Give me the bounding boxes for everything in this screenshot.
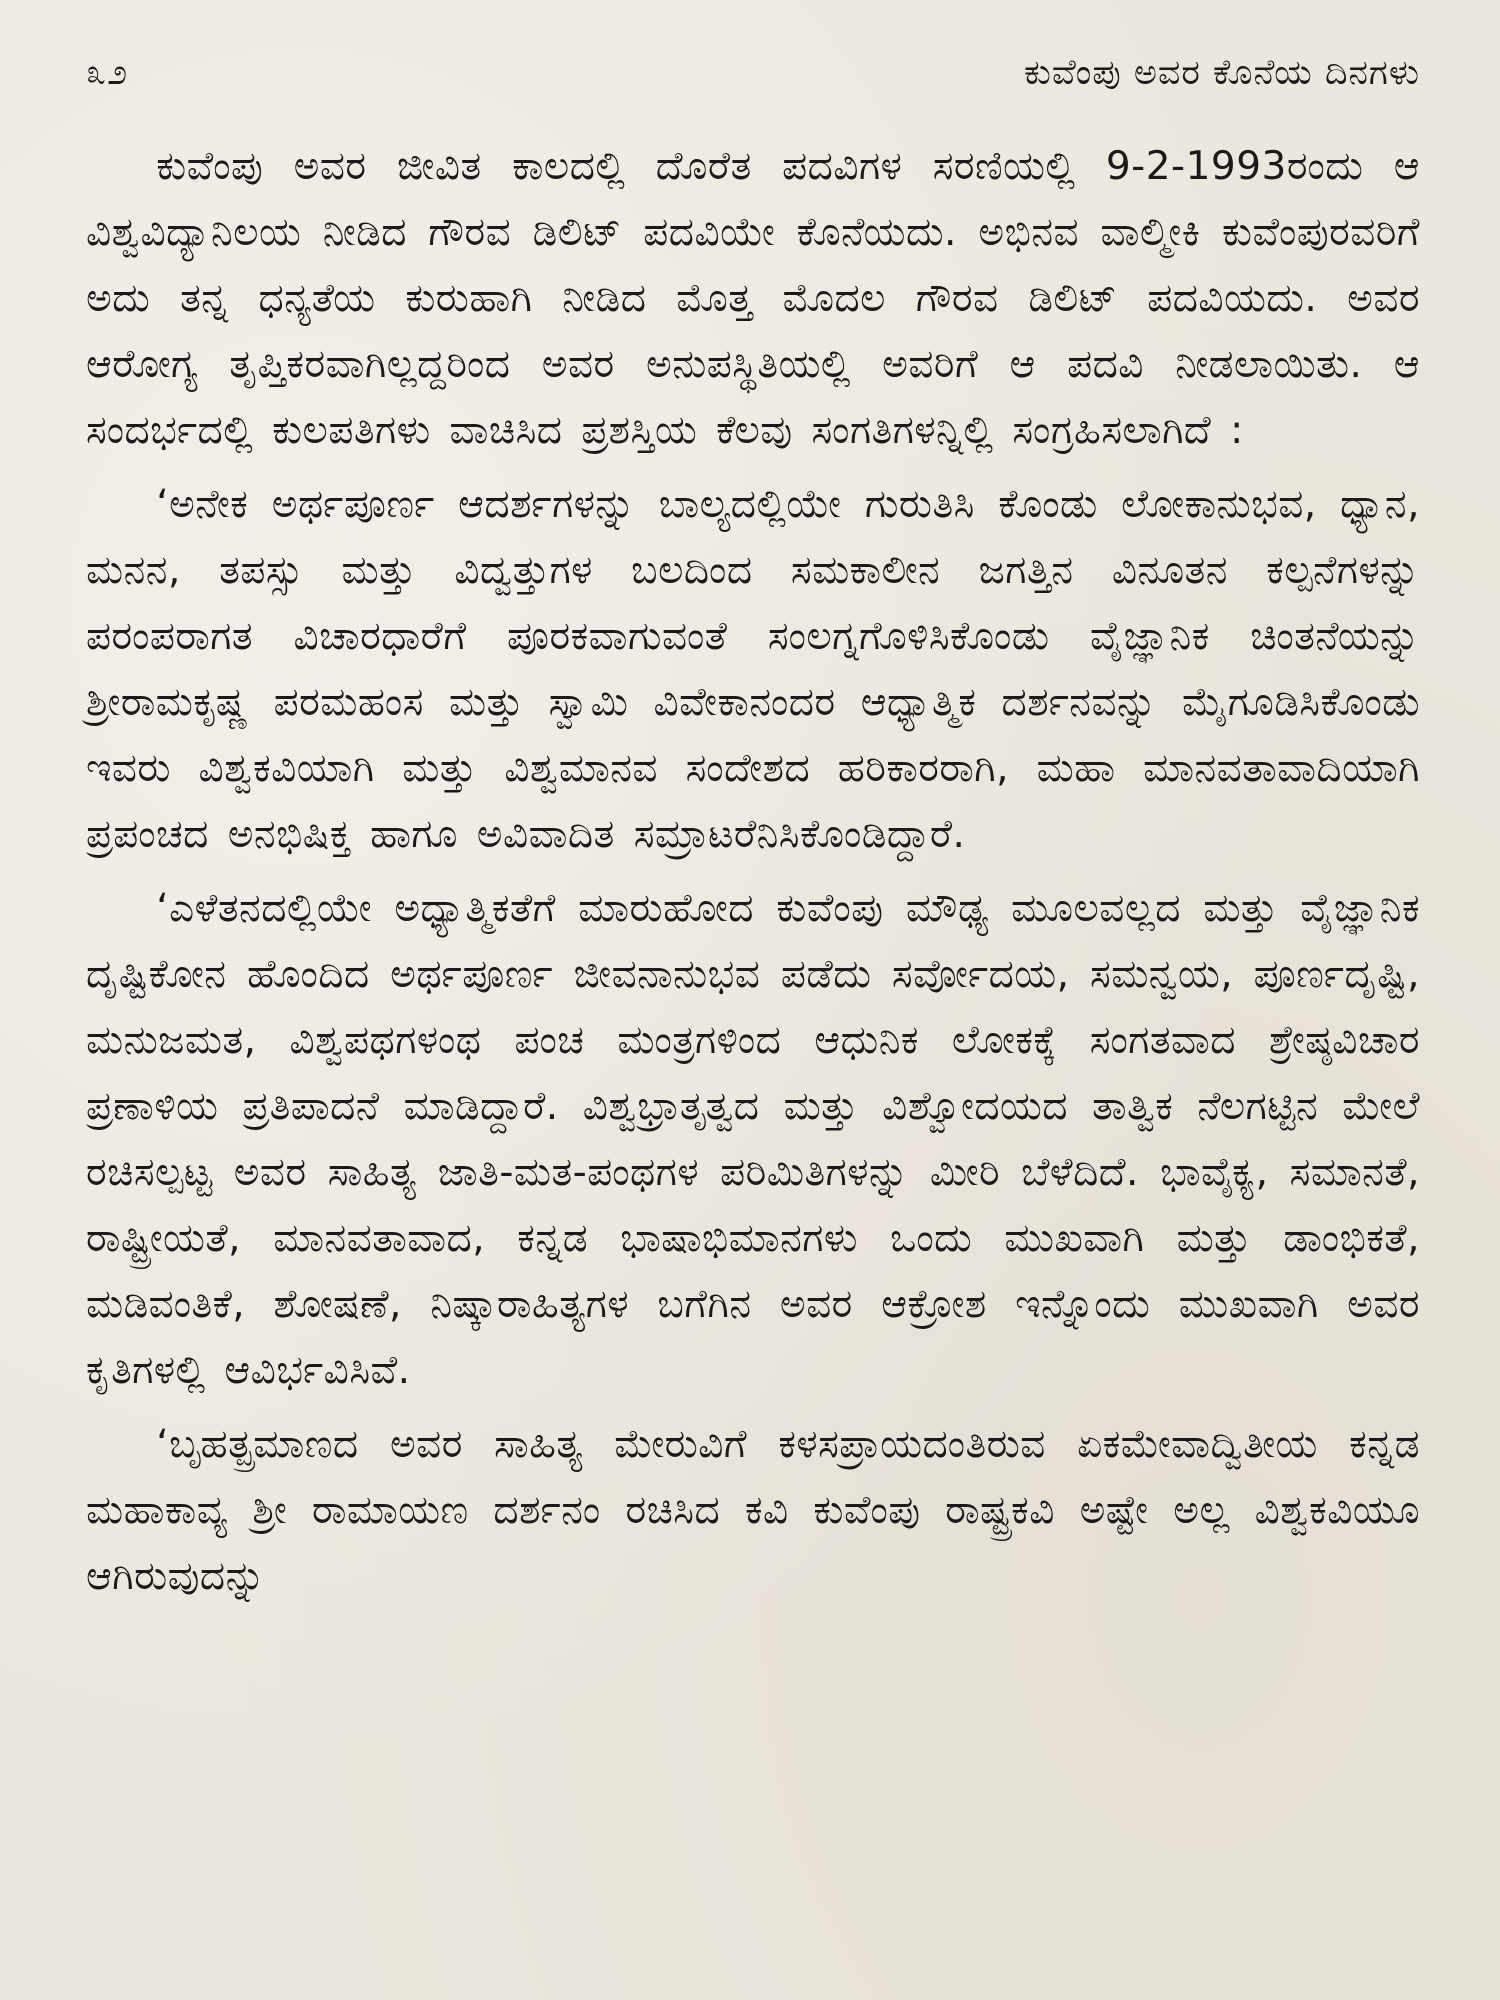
paragraph-3: ‘ಎಳೆತನದಲ್ಲಿಯೇ ಅಧ್ಯಾತ್ಮಿಕತೆಗೆ ಮಾರುಹೋದ ಕುವೆಂಪು ಮೌಢ್ಯ ಮೂಲವಲ್ಲದ ಮತ್ತು ವೈಜ್ಞಾನಿಕ ದೃಷ್ಟಿಕೋನ ಹೊಂದಿದ ಅರ್ಥಪೂರ್ಣ ಜೀವನಾನುಭವ ಪಡೆದು ಸರ್ವೋದಯ, ಸಮನ್ವಯ, ಪೂರ್ಣದೃಷ್ಟಿ, ಮನುಜಮತ, ವಿಶ್ವಪಥಗಳಂಥ ಪಂಚ ಮಂತ್ರಗಳಿಂದ ಆಧುನಿಕ ಲೋಕಕ್ಕೆ ಸಂಗತವಾದ ಶ್ರೇಷ್ಠವಿಚಾರ ಪ್ರಣಾಳಿಯ ಪ್ರತಿಪಾದನೆ ಮಾಡಿದ್ದಾರೆ. ವಿಶ್ವಭ್ರಾತೃತ್ವದ ಮತ್ತು ವಿಶ್ವೋದಯದ ತಾತ್ವಿಕ ನೆಲಗಟ್ಟಿನ ಮೇಲೆ ರಚಿಸಲ್ಪಟ್ಟ ಅವರ ಸಾಹಿತ್ಯ ಜಾತಿ-ಮತ-ಪಂಥಗಳ ಪರಿಮಿತಿಗಳನ್ನು ಮೀರಿ ಬೆಳೆದಿದೆ. ಭಾವೈಕ್ಯ, ಸಮಾನತೆ, ರಾಷ್ಟ್ರೀಯತೆ, ಮಾನವತಾವಾದ, ಕನ್ನಡ ಭಾಷಾಭಿಮಾನಗಳು ಒಂದು ಮುಖವಾಗಿ ಮತ್ತು ಡಾಂಭಿಕತೆ, ಮಡಿವಂತಿಕೆ, ಶೋಷಣೆ, ನಿಷ್ಕಾರಾಹಿತ್ಯಗಳ ಬಗೆಗಿನ ಅವರ ಆಕ್ರೋಶ ಇನ್ನೊಂದು ಮುಖವಾಗಿ ಅವರ ಕೃತಿಗಳಲ್ಲಿ ಆವಿರ್ಭವಿಸಿವೆ. [86, 886, 1420, 1393]
running-title: ಕುವೆಂಪು ಅವರ ಕೊನೆಯ ದಿನಗಳು [1023, 53, 1420, 93]
page-number: ೩೨ [86, 52, 129, 93]
paragraph-1: ಕುವೆಂಪು ಅವರ ಜೀವಿತ ಕಾಲದಲ್ಲಿ ದೊರೆತ ಪದವಿಗಳ ಸರಣಿಯಲ್ಲಿ 9-2-1993ರಂದು ಆ ವಿಶ್ವವಿದ್ಯಾನಿಲಯ ನೀಡಿದ ಗೌರವ ಡಿಲಿಟ್ ಪದವಿಯೇ ಕೊನೆಯದು. ಅಭಿನವ ವಾಲ್ಮೀಕಿ ಕುವೆಂಪುರವರಿಗೆ ಅದು ತನ್ನ ಧನ್ಯತೆಯ ಕುರುಹಾಗಿ ನೀಡಿದ ಮೊತ್ತ ಮೊದಲ ಗೌರವ ಡಿಲಿಟ್ ಪದವಿಯದು. ಅವರ ಆರೋಗ್ಯ ತೃಪ್ತಿಕರವಾಗಿಲ್ಲದ್ದರಿಂದ ಅವರ ಅನುಪಸ್ಥಿತಿಯಲ್ಲಿ ಅವರಿಗೆ ಆ ಪದವಿ ನೀಡಲಾಯಿತು. ಆ ಸಂದರ್ಭದಲ್ಲಿ ಕುಲಪತಿಗಳು ವಾಚಿಸಿದ ಪ್ರಶಸ್ತಿಯ ಕೆಲವು ಸಂಗತಿಗಳನ್ನಿಲ್ಲಿ ಸಂಗ್ರಹಿಸಲಾಗಿದೆ : [86, 144, 1420, 453]
paragraph-2: ‘ಅನೇಕ ಅರ್ಥಪೂರ್ಣ ಆದರ್ಶಗಳನ್ನು ಬಾಲ್ಯದಲ್ಲಿಯೇ ಗುರುತಿಸಿ ಕೊಂಡು ಲೋಕಾನುಭವ, ಧ್ಯಾನ, ಮನನ, ತಪಸ್ಸು ಮತ್ತು ವಿದ್ವತ್ತುಗಳ ಬಲದಿಂದ ಸಮಕಾಲೀನ ಜಗತ್ತಿನ ವಿನೂತನ ಕಲ್ಪನೆಗಳನ್ನು ಪರಂಪರಾಗತ ವಿಚಾರಧಾರೆಗೆ ಪೂರಕವಾಗುವಂತೆ ಸಂಲಗ್ನಗೊಳಿಸಿಕೊಂಡು ವೈಜ್ಞಾನಿಕ ಚಿಂತನೆಯನ್ನು ಶ್ರೀರಾಮಕೃಷ್ಣ ಪರಮಹಂಸ ಮತ್ತು ಸ್ವಾಮಿ ವಿವೇಕಾನಂದರ ಆಧ್ಯಾತ್ಮಿಕ ದರ್ಶನವನ್ನು ಮೈಗೂಡಿಸಿಕೊಂಡು ಇವರು ವಿಶ್ವಕವಿಯಾಗಿ ಮತ್ತು ವಿಶ್ವಮಾನವ ಸಂದೇಶದ ಹರಿಕಾರರಾಗಿ, ಮಹಾ ಮಾನವತಾವಾದಿಯಾಗಿ ಪ್ರಪಂಚದ ಅನಭಿಷಿಕ್ತ ಹಾಗೂ ಅವಿವಾದಿತ ಸಮ್ರಾಟರೆನಿಸಿಕೊಂಡಿದ್ದಾರೆ. [86, 482, 1420, 857]
page-body [86, 134, 1420, 1610]
paragraph-4: ‘ಬೃಹತ್ಪ್ರಮಾಣದ ಅವರ ಸಾಹಿತ್ಯ ಮೇರುವಿಗೆ ಕಳಸಪ್ರಾಯದಂತಿರುವ ಏಕಮೇವಾದ್ವಿತೀಯ ಕನ್ನಡ ಮಹಾಕಾವ್ಯ ಶ್ರೀ ರಾಮಾಯಣ ದರ್ಶನಂ ರಚಿಸಿದ ಕವಿ ಕುವೆಂಪು ರಾಷ್ಟ್ರಕವಿ ಅಷ್ಟೇ ಅಲ್ಲ ವಿಶ್ವಕವಿಯೂ ಆಗಿರುವುದನ್ನು [86, 1422, 1420, 1599]
page-header [86, 52, 1420, 112]
